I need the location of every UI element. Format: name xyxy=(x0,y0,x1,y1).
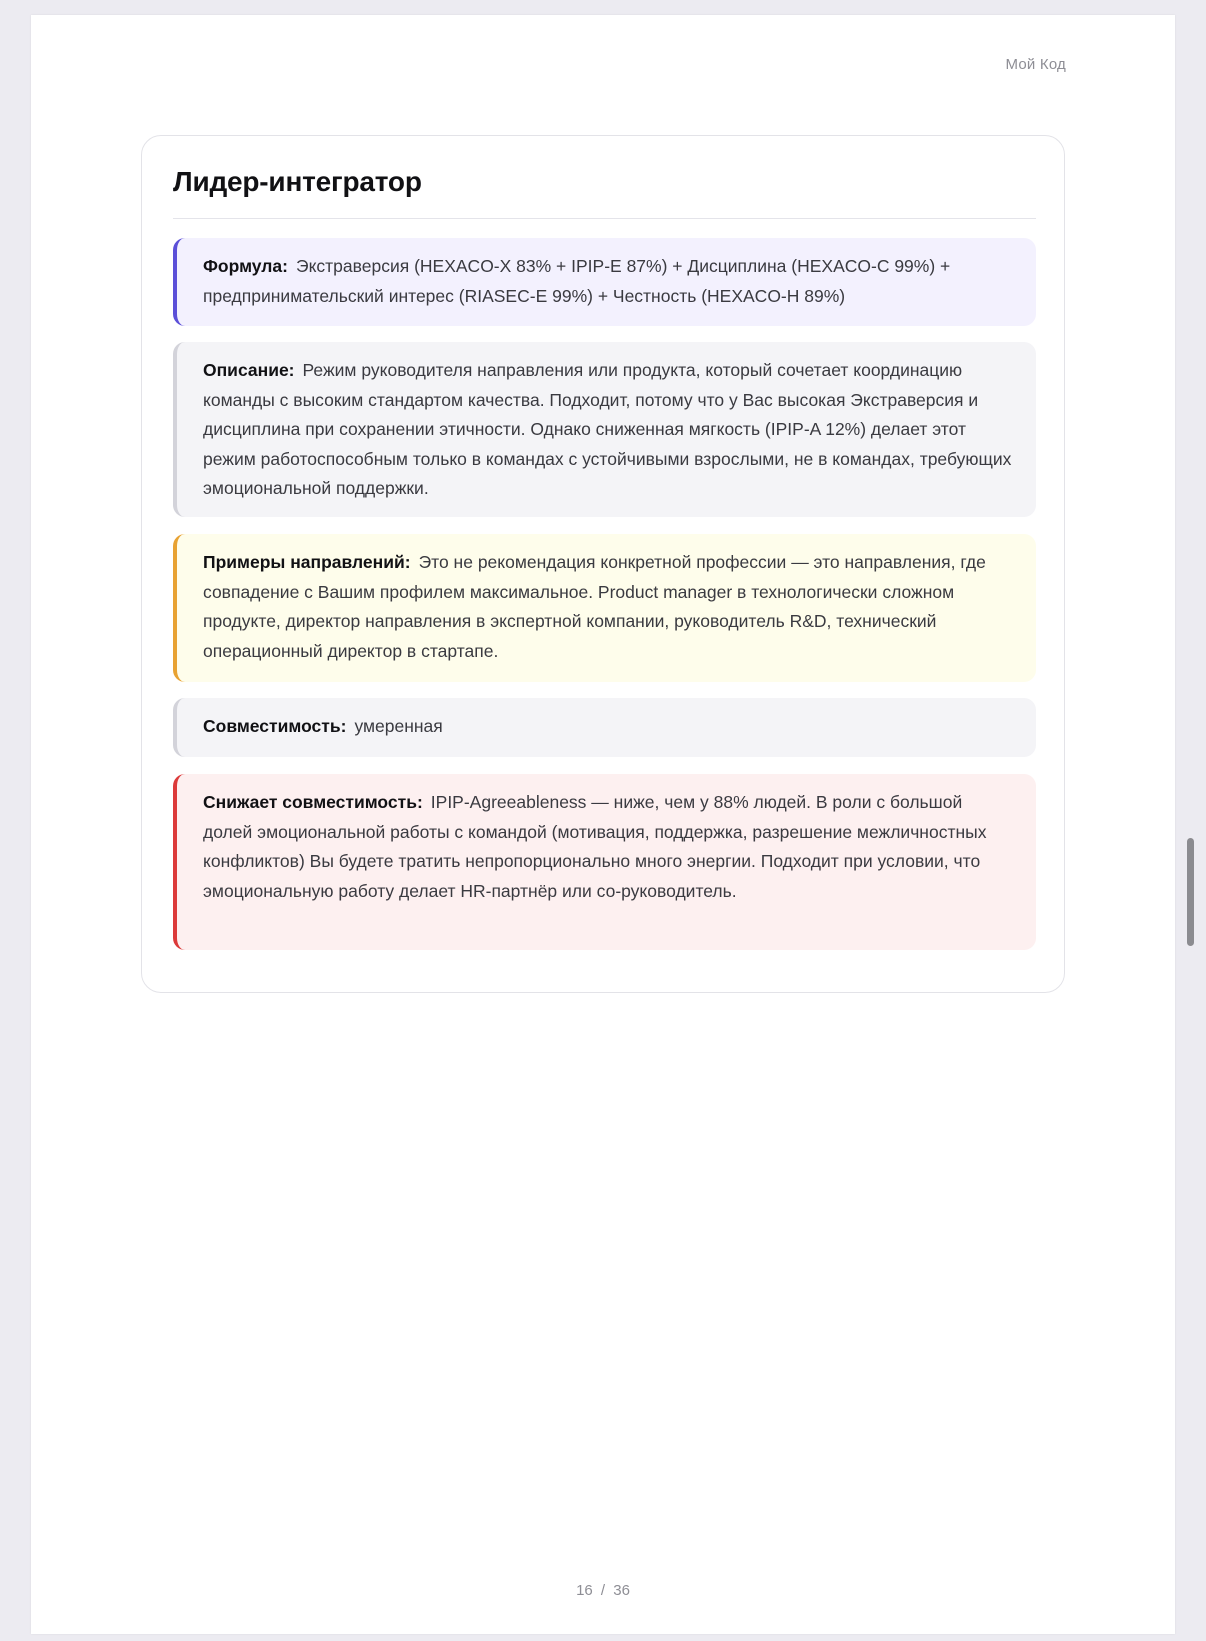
header-brand: Мой Код xyxy=(1005,56,1066,73)
reduces-compatibility-block xyxy=(173,774,1036,950)
page-number: 16 / 36 xyxy=(576,1582,630,1599)
archetype-card xyxy=(141,135,1065,993)
examples-text: Это не рекомендация конкретной профессии — это направления, где совпадение с Вашим профилем максимальное. Product manager в технологически сложном продукте, директор направления в экспертной компании, руководитель R&D, технический операционный директор в стартапе. xyxy=(203,552,986,661)
examples-block xyxy=(173,534,1036,682)
description-text: Режим руководителя направления или продукта, который сочетает координацию команды с высоким стандартом качества. Подходит, потому что у Вас высокая Экстраверсия и дисциплина при сохранении этичности. Однако сниженная мягкость (IPIP-A 12%) делает этот режим работоспособным только в командах с устойчивыми взрослыми, не в командах, требующих эмоциональной поддержки. xyxy=(203,360,1012,498)
examples-label: Примеры направлений: xyxy=(203,552,411,572)
reduces-compatibility-text: IPIP-Agreeableness — ниже, чем у 88% людей. В роли с большой долей эмоциональной работы с командой (мотивация, поддержка, разрешение межличностных конфликтов) Вы будете тратить непропорционально много энергии. Подходит при условии, что эмоциональную работу делает HR-партнёр или со-руководитель. xyxy=(203,792,987,901)
scrollbar-thumb[interactable] xyxy=(1187,838,1194,946)
compatibility-block xyxy=(173,698,1036,757)
reduces-compatibility-label: Снижает совместимость: xyxy=(203,792,423,812)
description-label: Описание: xyxy=(203,360,295,380)
compatibility-value: умеренная xyxy=(354,716,443,736)
formula-label: Формула: xyxy=(203,256,288,276)
compatibility-label: Совместимость: xyxy=(203,716,347,736)
formula-block xyxy=(173,238,1036,326)
title-divider xyxy=(173,218,1036,219)
document-page xyxy=(31,15,1175,1634)
card-title: Лидер-интегратор xyxy=(173,166,422,197)
formula-text: Экстраверсия (HEXACO-X 83% + IPIP-E 87%) + Дисциплина (HEXACO-C 99%) + предпринимательский интерес (RIASEC-E 99%) + Честность (HEXACO-H 89%) xyxy=(203,256,951,306)
description-block xyxy=(173,342,1036,517)
